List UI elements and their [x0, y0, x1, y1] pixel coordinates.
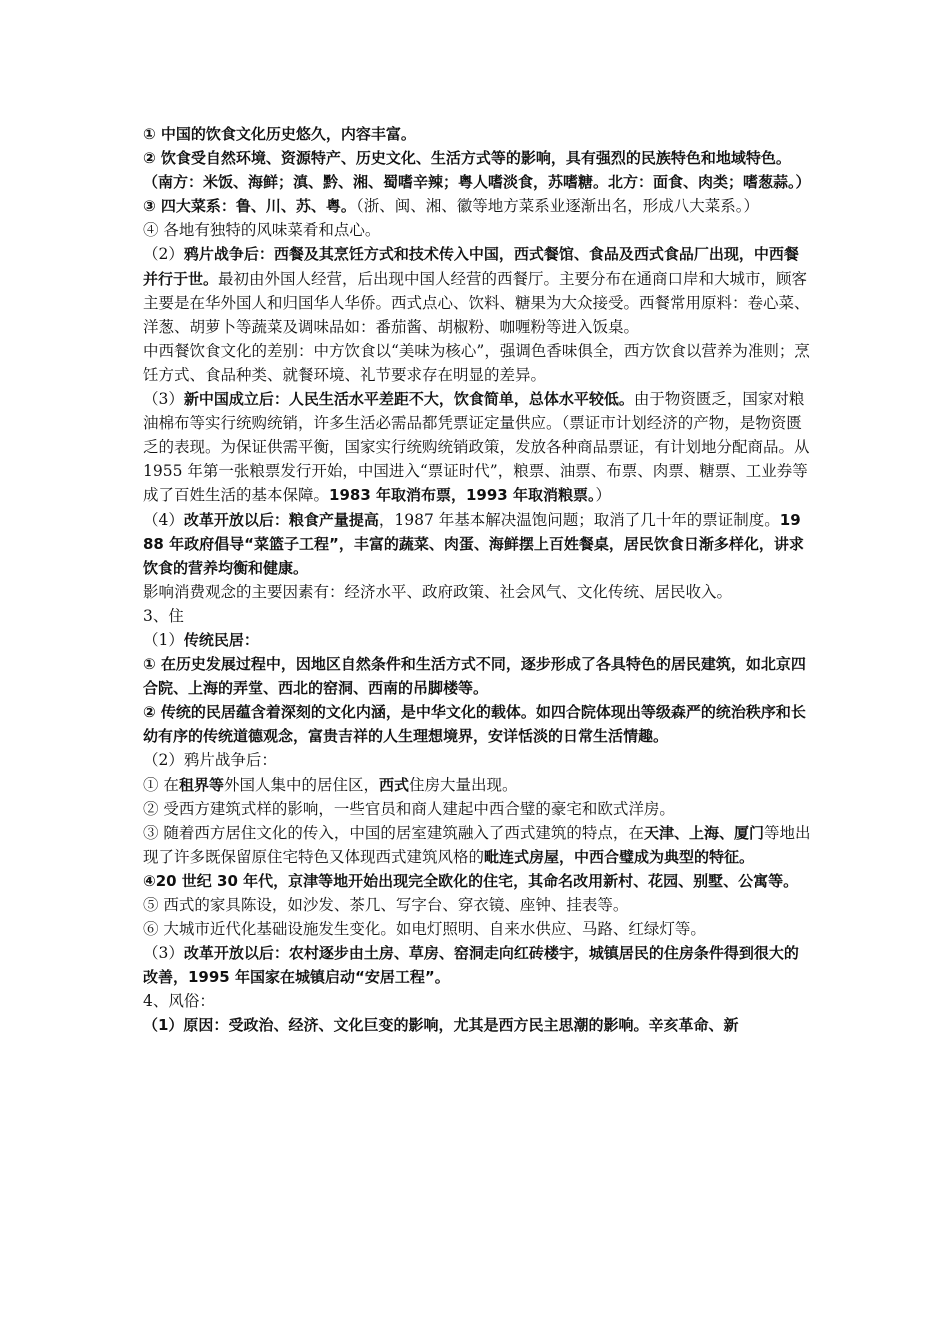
paragraph: [143, 700, 811, 748]
bold-text-run: 传统民居：: [183, 630, 259, 649]
paragraph: [143, 917, 811, 941]
paragraph: [143, 1013, 811, 1037]
text-run: （2）: [143, 245, 184, 264]
text-run: ）: [595, 486, 611, 505]
text-run: （4）: [143, 510, 184, 529]
paragraph: [143, 387, 811, 507]
bold-text-run: 改革开放以后：粮食产量提高: [183, 510, 379, 529]
text-run: ⑤ 西式的家具陈设，如沙发、茶几、写字台、穿衣镜、座钟、挂表等。: [143, 896, 629, 914]
bold-text-run: 新中国成立后：人民生活水平差距不大，饮食简单，总体水平较低。: [183, 390, 634, 409]
paragraph: [143, 194, 811, 218]
bold-text-run: 1983 年取消布票，1993 年取消粮票。: [329, 486, 596, 505]
text-run: 等地出现了许多既保留原住宅特色又体现西式建筑风格的: [143, 823, 811, 866]
bold-text-run: ② 传统的民居蕴含着深刻的文化内涵，是中华文化的载体。如四合院体现出等级森严的统治秩序和长幼有序的传统道德观念，富贵吉祥的人生理想境界，安详恬淡的日常生活情趣。: [143, 703, 806, 746]
text-run: （3）: [143, 944, 184, 963]
paragraph: [143, 893, 811, 917]
paragraph: [143, 989, 811, 1013]
text-run: 外国人集中的居住区，: [223, 775, 379, 794]
bold-text-run: （1）原因：受政治、经济、文化巨变的影响，尤其是西方民主思潮的影响。辛亥革命、新: [143, 1016, 739, 1035]
text-run: （2）鸦片战争后：: [143, 751, 277, 770]
paragraph: [143, 580, 811, 604]
text-run: （浙、闽、湘、徽等地方菜系业逐渐出名，形成八大菜系。）: [355, 197, 759, 216]
text-run: ② 受西方建筑式样的影响，一些官员和商人建起中西合璧的豪宅和欧式洋房。: [143, 799, 675, 818]
paragraph: [143, 748, 811, 772]
paragraph: [143, 652, 811, 700]
paragraph: [143, 508, 811, 580]
text-run: 由于物资匮乏，国家对粮油棉布等实行统购统销，许多生活必需品都凭票证定量供应。（票证市计划经济的产物，是物资匮乏的表现。为保证供需平衡，国家实行统购统销政策，发放各种商品票证，有计划地分配商品。从 1955 年第一张粮票发行开始，中国进入“票证时代”，粮票、油票、布票、肉票、糖票、工业券等成了百姓生活的基本保障。: [143, 390, 810, 505]
paragraph: [143, 146, 811, 194]
text-run: 影响消费观念的主要因素有：经济水平、政府政策、社会风气、文化传统、居民收入。: [143, 582, 733, 601]
bold-text-run: 租界等: [178, 775, 224, 794]
paragraph: [143, 628, 811, 652]
bold-text-run: ① 中国的饮食文化历史悠久，内容丰富。: [143, 125, 416, 143]
bold-text-run: 西式: [378, 775, 409, 794]
paragraph: [143, 773, 811, 797]
bold-text-run: 天津、上海、厦门: [643, 823, 764, 842]
paragraph: [143, 941, 811, 989]
paragraph: [143, 218, 811, 242]
paragraph: [143, 797, 811, 821]
text-run: 3、住: [143, 606, 184, 625]
bold-text-run: 鸦片战争后：西餐及其烹饪方式和技术传入中国，西式餐馆、食品及西式食品厂出现，中西餐并行于世。: [143, 245, 799, 288]
bold-text-run: 毗连式房屋，中西合璧成为典型的特征。: [484, 847, 755, 866]
text-run: ④ 各地有独特的风味菜肴和点心。: [143, 221, 381, 240]
bold-text-run: ② 饮食受自然环境、资源特产、历史文化、生活方式等的影响，具有强烈的民族特色和地域特色。（南方：米饭、海鲜；滇、黔、湘、蜀嗜辛辣；粤人嗜淡食，苏嗜糖。北方：面食、肉类；嗜葱蒜。）: [143, 149, 811, 192]
paragraph: [143, 604, 811, 628]
text-run: 中西餐饮食文化的差别：中方饮食以“美味为核心”，强调色香味俱全，西方饮食以营养为准则；烹饪方式、食品种类、就餐环境、礼节要求存在明显的差异。: [143, 341, 810, 384]
bold-text-run: ① 在历史发展过程中，因地区自然条件和生活方式不同，逐步形成了各具特色的居民建筑，如北京四合院、上海的弄堂、西北的窑洞、西南的吊脚楼等。: [143, 655, 806, 698]
paragraph: [143, 242, 811, 338]
bold-text-run: 1988 年政府倡导“菜篮子工程”，丰富的蔬菜、肉蛋、海鲜摆上百姓餐桌，居民饮食日渐多样化，讲求饮食的营养均衡和健康。: [143, 510, 804, 577]
text-run: （1）: [143, 630, 184, 649]
text-run: ③ 随着西方居住文化的传入，中国的居室建筑融入了西式建筑的特点，在: [143, 823, 644, 842]
bold-text-run: ③ 四大菜系：鲁、川、苏、粤。: [143, 197, 356, 216]
text-run: （3）: [143, 390, 184, 409]
text-run: 住房大量出现。: [408, 775, 518, 794]
text-run: ⑥ 大城市近代化基础设施发生变化。如电灯照明、自来水供应、马路、红绿灯等。: [143, 920, 706, 939]
paragraph: [143, 122, 811, 146]
paragraph: [143, 821, 811, 869]
text-run: ，1987 年基本解决温饱问题；取消了几十年的票证制度。: [378, 510, 780, 529]
paragraph: [143, 869, 811, 893]
paragraph: [143, 339, 811, 387]
document-body: [143, 122, 811, 1038]
text-run: ① 在: [143, 775, 179, 794]
bold-text-run: 改革开放以后：农村逐步由土房、草房、窑洞走向红砖楼宇，城镇居民的住房条件得到很大的改善，1995 年国家在城镇启动“安居工程”。: [143, 944, 799, 987]
text-run: 最初由外国人经营，后出现中国人经营的西餐厅。主要分布在通商口岸和大城市，顾客主要是在华外国人和归国华人华侨。西式点心、饮料、糖果为大众接受。西餐常用原料：卷心菜、洋葱、胡萝卜等蔬菜及调味品如：番茄酱、胡椒粉、咖喱粉等进入饭桌。: [143, 269, 810, 336]
bold-text-run: ④20 世纪 30 年代，京津等地开始出现完全欧化的住宅，其命名改用新村、花园、别墅、公寓等。: [143, 871, 799, 890]
text-run: 4、风俗：: [143, 992, 215, 1011]
